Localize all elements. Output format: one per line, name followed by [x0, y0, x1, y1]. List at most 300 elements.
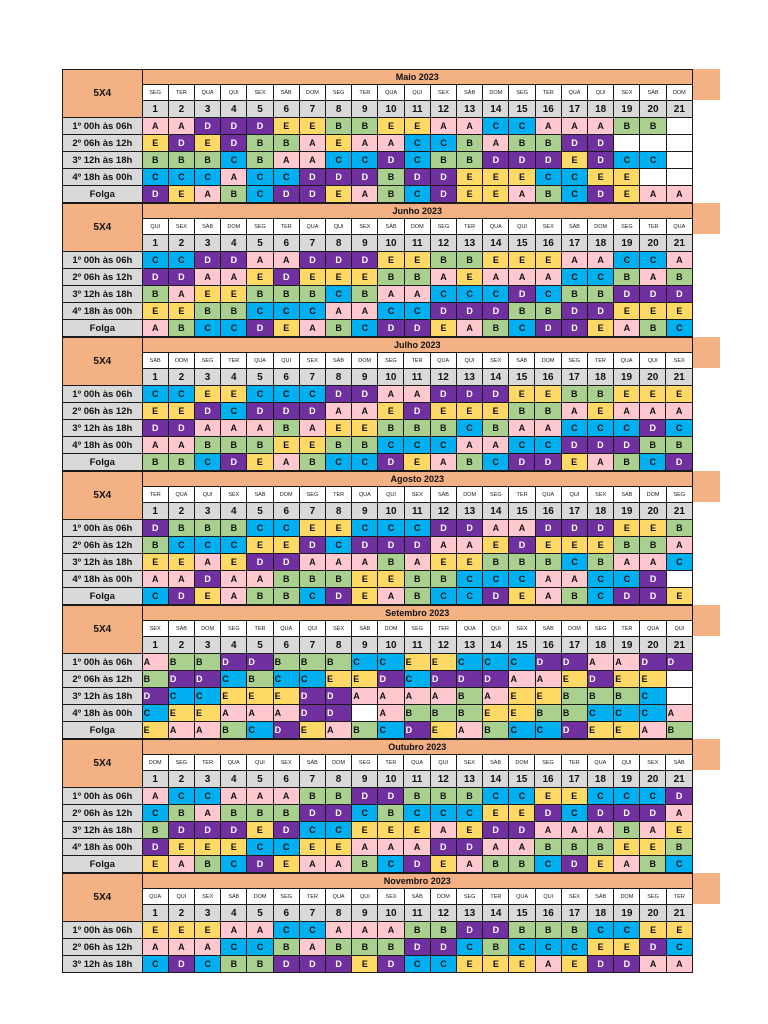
month-block — [62, 739, 720, 873]
day-number-cell: 4 — [221, 503, 247, 520]
shift-cell: C — [352, 654, 378, 671]
weekday-cell: SÁB — [168, 621, 194, 637]
shift-cell: D — [666, 788, 693, 805]
shift-cell: D — [273, 186, 299, 203]
shift-cell: E — [273, 320, 299, 337]
shift-cell: C — [535, 722, 561, 739]
day-number-cell: 3 — [195, 101, 221, 118]
weekday-cell: QUA — [457, 621, 483, 637]
weekday-cell: DOM — [221, 219, 247, 235]
shift-label: 4º 18h às 00h — [63, 169, 143, 186]
shift-cell: A — [142, 118, 168, 135]
day-number-cell: 16 — [535, 771, 561, 788]
weekday-cell: TER — [640, 219, 666, 235]
day-number-cell: 21 — [666, 637, 692, 654]
shift-cell: A — [509, 186, 535, 203]
shift-cell: D — [352, 252, 378, 269]
shift-cell: B — [247, 588, 273, 605]
day-number-cell: 20 — [640, 637, 666, 654]
shift-cell: C — [352, 520, 378, 537]
shift-cell: D — [561, 303, 587, 320]
shift-cell: D — [326, 956, 352, 973]
shift-cell: A — [221, 788, 247, 805]
weekday-cell: QUA — [509, 889, 535, 905]
shift-cell: C — [457, 286, 483, 303]
shift-row — [63, 320, 693, 337]
shift-pattern-label: 5X4 — [63, 338, 143, 386]
shift-cell: A — [456, 437, 482, 454]
shift-cell: D — [378, 152, 404, 169]
shift-cell: E — [509, 705, 535, 722]
shift-cell: E — [430, 320, 456, 337]
shift-row — [63, 303, 693, 320]
shift-cell: C — [404, 956, 430, 973]
shift-cell: B — [247, 437, 273, 454]
shift-cell: A — [326, 922, 352, 939]
shift-cell: D — [378, 320, 404, 337]
shift-cell: A — [666, 805, 693, 822]
weekday-cell: QUI — [483, 621, 509, 637]
shift-cell: D — [640, 805, 666, 822]
shift-cell: E — [299, 437, 325, 454]
shift-cell: E — [614, 169, 640, 186]
shift-cell: A — [640, 186, 666, 203]
shift-cell: B — [404, 788, 430, 805]
day-number-cell: 3 — [195, 235, 221, 252]
shift-cell: D — [509, 286, 535, 303]
shift-cell: E — [299, 722, 325, 739]
shift-cell: A — [195, 939, 221, 956]
shift-row — [63, 420, 693, 437]
shift-cell: B — [457, 152, 483, 169]
day-number-cell: 14 — [483, 101, 509, 118]
shift-cell: E — [326, 135, 352, 152]
shift-cell: D — [640, 420, 666, 437]
shift-cell: D — [535, 320, 561, 337]
shift-cell: B — [457, 252, 483, 269]
day-number-cell: 13 — [456, 771, 482, 788]
shift-cell: E — [457, 169, 483, 186]
shift-cell: B — [299, 454, 325, 471]
weekday-cell: QUA — [640, 621, 666, 637]
shift-cell: E — [326, 269, 352, 286]
shift-cell: C — [430, 286, 456, 303]
shift-cell: C — [273, 520, 299, 537]
weekday-cell: SEG — [614, 219, 640, 235]
shift-row — [63, 722, 693, 739]
shift-cell — [666, 169, 692, 186]
shift-cell: E — [588, 320, 614, 337]
day-number-cell: 2 — [168, 637, 194, 654]
shift-cell: D — [273, 722, 299, 739]
day-number-cell: 5 — [247, 369, 273, 386]
shift-cell: E — [640, 839, 666, 856]
shift-cell: A — [613, 856, 639, 873]
weekday-cell: SEX — [561, 889, 587, 905]
shift-cell: A — [221, 588, 247, 605]
shift-cell: D — [247, 654, 273, 671]
shift-cell: C — [247, 303, 273, 320]
shift-cell: C — [614, 922, 640, 939]
shift-cell: D — [614, 956, 640, 973]
day-number-cell: 4 — [221, 905, 247, 922]
day-number-cell: 10 — [378, 637, 404, 654]
shift-cell: A — [666, 537, 692, 554]
weekday-cell: TER — [194, 755, 220, 771]
shift-label: Folga — [63, 722, 143, 739]
shift-cell: C — [430, 956, 456, 973]
shift-cell: C — [221, 152, 247, 169]
day-number-cell: 6 — [273, 369, 299, 386]
shift-cell: A — [142, 571, 168, 588]
shift-cell: A — [195, 554, 221, 571]
shift-cell: E — [404, 654, 430, 671]
shift-cell: D — [326, 588, 352, 605]
shift-cell: A — [587, 454, 613, 471]
shift-cell: C — [352, 454, 378, 471]
shift-cell: E — [247, 822, 273, 839]
shift-cell: A — [195, 722, 221, 739]
weekday-cell: QUA — [221, 755, 247, 771]
shift-cell: C — [273, 303, 299, 320]
shift-cell: A — [247, 705, 273, 722]
shift-cell: C — [168, 788, 194, 805]
shift-cell: B — [352, 856, 378, 873]
shift-cell: E — [588, 169, 614, 186]
shift-cell: E — [430, 403, 456, 420]
shift-cell: C — [430, 805, 456, 822]
shift-cell: D — [588, 135, 614, 152]
weekday-cell: SEG — [299, 487, 325, 503]
weekday-cell: DOM — [168, 353, 194, 369]
weekday-cell: SEG — [378, 353, 404, 369]
shift-cell: B — [483, 722, 509, 739]
day-number-cell: 15 — [509, 101, 535, 118]
shift-cell: C — [613, 788, 639, 805]
shift-cell: C — [588, 588, 614, 605]
day-number-cell: 4 — [221, 235, 247, 252]
shift-cell: D — [666, 286, 692, 303]
shift-cell: E — [378, 403, 404, 420]
shift-cell: A — [299, 856, 325, 873]
shift-cell: A — [483, 839, 509, 856]
shift-cell: D — [325, 386, 351, 403]
shift-cell: E — [614, 671, 640, 688]
weekday-cell: DOM — [404, 219, 430, 235]
weekday-cell: DOM — [640, 487, 666, 503]
day-number-cell: 12 — [430, 905, 456, 922]
weekday-cell: QUI — [142, 219, 168, 235]
weekday-cell: QUI — [273, 353, 299, 369]
shift-label: 1º 00h às 06h — [63, 386, 143, 403]
shift-cell: A — [404, 839, 430, 856]
shift-label: 2º 06h às 12h — [63, 269, 143, 286]
shift-cell: B — [221, 303, 247, 320]
shift-row — [63, 856, 693, 873]
shift-cell: B — [194, 437, 220, 454]
day-number-cell: 17 — [561, 771, 587, 788]
shift-cell: C — [378, 722, 404, 739]
month-title: Junho 2023 — [142, 204, 692, 219]
shift-cell: A — [666, 956, 692, 973]
weekday-cell: SEG — [247, 219, 273, 235]
shift-cell: B — [640, 118, 666, 135]
day-number-cell: 2 — [168, 101, 194, 118]
shift-cell: D — [378, 671, 404, 688]
day-number-cell: 12 — [430, 369, 456, 386]
weekday-cell: TER — [168, 85, 194, 101]
day-number-cell: 17 — [561, 905, 587, 922]
weekday-cell: QUA — [587, 755, 613, 771]
day-number-cell: 19 — [613, 771, 639, 788]
shift-label: 3º 12h às 18h — [63, 956, 143, 973]
shift-row — [63, 454, 693, 471]
day-number-cell: 1 — [142, 503, 168, 520]
shift-cell: E — [483, 537, 509, 554]
shift-cell: E — [561, 671, 587, 688]
shift-cell: C — [273, 386, 299, 403]
shift-row — [63, 286, 693, 303]
shift-cell: D — [299, 956, 325, 973]
shift-cell: C — [404, 303, 430, 320]
day-number-cell: 10 — [378, 369, 404, 386]
shift-cell: E — [561, 537, 587, 554]
shift-cell: A — [535, 269, 561, 286]
day-number-cell: 14 — [483, 369, 509, 386]
day-number-cell: 5 — [247, 905, 273, 922]
shift-row — [63, 437, 693, 454]
shift-cell: B — [142, 822, 168, 839]
shift-cell: A — [640, 269, 666, 286]
shift-cell: E — [299, 118, 325, 135]
shift-cell: E — [457, 186, 483, 203]
shift-label: Folga — [63, 856, 143, 873]
weekday-cell: QUA — [483, 219, 509, 235]
shift-cell: D — [142, 186, 168, 203]
day-number-cell: 9 — [352, 101, 378, 118]
shift-cell: B — [614, 269, 640, 286]
shift-row — [63, 386, 693, 403]
day-number-cell: 1 — [142, 905, 168, 922]
shift-cell: E — [535, 788, 561, 805]
day-number-cell: 19 — [614, 503, 640, 520]
shift-cell: C — [247, 520, 273, 537]
shift-cell: D — [430, 303, 456, 320]
shift-cell: C — [614, 252, 640, 269]
shift-cell: E — [509, 588, 535, 605]
day-number-cell: 21 — [666, 369, 693, 386]
shift-cell: A — [535, 420, 561, 437]
shift-cell: B — [430, 788, 456, 805]
weekday-cell: SEX — [588, 487, 614, 503]
shift-cell: C — [509, 437, 535, 454]
shift-cell: A — [352, 403, 378, 420]
shift-cell: B — [509, 135, 535, 152]
shift-cell: A — [535, 118, 561, 135]
day-number-cell: 12 — [430, 503, 456, 520]
shift-cell: D — [588, 671, 614, 688]
day-number-cell: 14 — [483, 503, 509, 520]
day-number-cell: 10 — [378, 771, 404, 788]
shift-cell: C — [404, 135, 430, 152]
shift-row — [63, 537, 693, 554]
shift-cell: B — [430, 252, 456, 269]
shift-cell: C — [299, 822, 325, 839]
shift-cell: E — [457, 554, 483, 571]
day-number-cell: 5 — [247, 637, 273, 654]
weekday-cell: QUA — [561, 85, 587, 101]
shift-cell: B — [221, 722, 247, 739]
shift-cell: B — [326, 118, 352, 135]
weekday-cell: SEX — [666, 353, 693, 369]
shift-cell: B — [483, 856, 509, 873]
shift-cell: C — [142, 169, 168, 186]
weekday-cell: QUA — [352, 487, 378, 503]
shift-cell: C — [456, 805, 482, 822]
day-number-cell: 14 — [483, 235, 509, 252]
shift-label: Folga — [63, 320, 143, 337]
shift-row — [63, 688, 693, 705]
shift-cell: B — [430, 705, 456, 722]
shift-cell: D — [168, 588, 194, 605]
shift-cell: D — [483, 303, 509, 320]
shift-cell: D — [142, 839, 168, 856]
weekday-cell: QUI — [588, 85, 614, 101]
shift-cell: D — [535, 805, 561, 822]
shift-cell: B — [325, 437, 351, 454]
shift-cell: E — [404, 822, 430, 839]
shift-cell: A — [221, 571, 247, 588]
shift-cell: D — [535, 520, 561, 537]
shift-cell: A — [430, 118, 456, 135]
day-number-cell: 19 — [613, 369, 639, 386]
shift-cell: A — [561, 571, 587, 588]
shift-cell: A — [535, 571, 561, 588]
day-number-cell: 5 — [247, 503, 273, 520]
shift-cell: A — [509, 269, 535, 286]
shift-cell: B — [378, 805, 404, 822]
shift-cell: B — [666, 437, 693, 454]
day-number-cell: 20 — [640, 235, 666, 252]
shift-cell: D — [168, 269, 194, 286]
weekday-cell: QUI — [195, 487, 221, 503]
day-number-cell: 18 — [587, 369, 613, 386]
shift-row — [63, 671, 693, 688]
shift-cell: C — [587, 420, 613, 437]
shift-cell: B — [352, 437, 378, 454]
shift-cell: E — [483, 169, 509, 186]
shift-cell: A — [509, 520, 535, 537]
shift-cell: C — [430, 135, 456, 152]
weekday-cell: TER — [535, 85, 561, 101]
shift-cell: E — [535, 537, 561, 554]
shift-cell: E — [613, 386, 639, 403]
weekday-cell: QUA — [247, 353, 273, 369]
shift-cell: E — [168, 922, 194, 939]
shift-cell: A — [640, 403, 666, 420]
shift-cell: C — [666, 554, 692, 571]
shift-cell: A — [168, 286, 194, 303]
day-number-cell: 4 — [221, 771, 247, 788]
shift-cell: B — [299, 286, 325, 303]
shift-cell: B — [404, 571, 430, 588]
shift-cell: A — [221, 420, 247, 437]
shift-cell: A — [352, 839, 378, 856]
weekday-cell: TER — [142, 487, 168, 503]
shift-cell: C — [247, 169, 273, 186]
shift-cell: B — [325, 788, 351, 805]
shift-cell: E — [640, 922, 666, 939]
shift-cell: E — [561, 454, 587, 471]
day-number-cell: 6 — [273, 771, 299, 788]
shift-cell: E — [587, 856, 613, 873]
shift-cell: B — [273, 654, 299, 671]
shift-cell — [640, 135, 666, 152]
shift-cell — [614, 135, 640, 152]
shift-cell: E — [483, 956, 509, 973]
shift-label: 1º 00h às 06h — [63, 922, 143, 939]
shift-cell: B — [404, 269, 430, 286]
day-number-cell: 20 — [640, 905, 666, 922]
shift-cell: C — [666, 856, 693, 873]
weekday-cell: DOM — [588, 219, 614, 235]
weekday-cell: TER — [614, 621, 640, 637]
shift-cell: C — [168, 537, 194, 554]
shift-cell: A — [221, 269, 247, 286]
shift-cell: D — [195, 252, 221, 269]
shift-cell: B — [221, 956, 247, 973]
shift-cell: A — [430, 269, 456, 286]
weekday-cell: SÁB — [352, 621, 378, 637]
shift-cell: D — [457, 671, 483, 688]
shift-label: 2º 06h às 12h — [63, 939, 143, 956]
shift-cell: B — [142, 454, 168, 471]
day-number-cell: 11 — [404, 503, 430, 520]
shift-cell: E — [404, 252, 430, 269]
shift-cell: E — [168, 705, 194, 722]
day-number-cell: 3 — [195, 503, 221, 520]
shift-cell: E — [247, 688, 273, 705]
month-table — [62, 873, 693, 973]
shift-cell: A — [142, 939, 168, 956]
shift-cell: C — [457, 571, 483, 588]
weekday-cell: QUI — [168, 889, 194, 905]
shift-cell: B — [509, 403, 535, 420]
shift-cell: C — [247, 839, 273, 856]
weekday-cell: SEG — [640, 889, 666, 905]
shift-cell: C — [221, 320, 247, 337]
shift-cell: D — [456, 839, 482, 856]
shift-cell: B — [587, 839, 613, 856]
weekday-cell: SEX — [378, 889, 404, 905]
weekday-cell: QUI — [561, 487, 587, 503]
shift-cell: D — [299, 403, 325, 420]
shift-cell — [666, 571, 692, 588]
month-block — [62, 69, 720, 203]
shift-cell: E — [142, 135, 168, 152]
shift-cell: A — [168, 118, 194, 135]
shift-cell: C — [561, 169, 587, 186]
shift-cell: B — [535, 303, 561, 320]
shift-cell: B — [326, 939, 352, 956]
shift-cell: D — [273, 554, 299, 571]
shift-cell: E — [456, 403, 482, 420]
shift-cell: C — [561, 939, 587, 956]
month-title: Novembro 2023 — [142, 874, 692, 889]
day-number-cell: 19 — [614, 905, 640, 922]
shift-cell: A — [561, 252, 587, 269]
shift-cell: B — [195, 654, 221, 671]
